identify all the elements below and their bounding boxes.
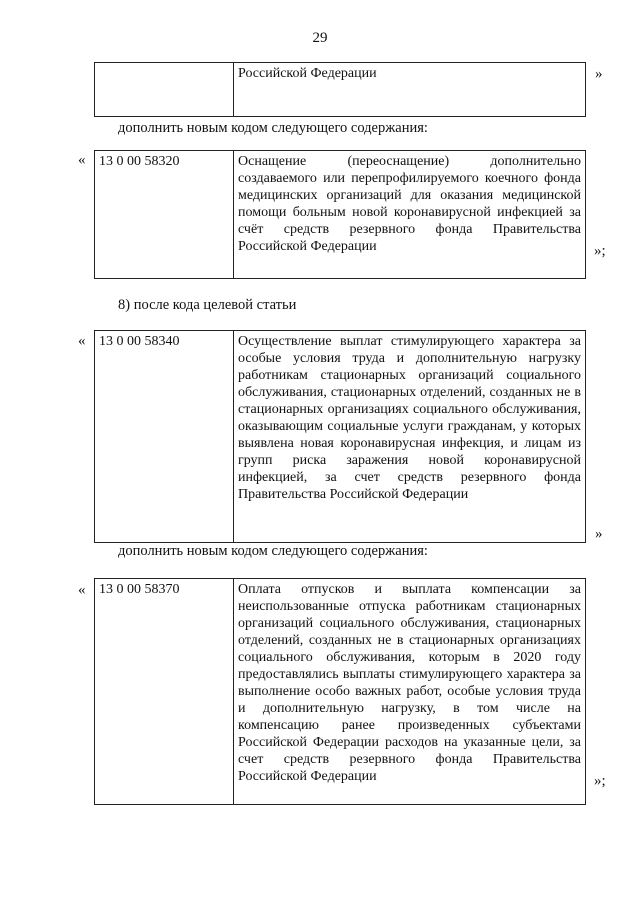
target-description: Оснащение (переоснащение) дополнительно создаваемого или перепрофилируемого коечного фонда медицинских организаций для оказания медицинской помощи больным новой коронавирусной инфекцией за счёт средств резервного фонда Правительства Российской Федерации bbox=[234, 151, 586, 279]
closing-quote: »; bbox=[594, 243, 606, 259]
code-cell-empty bbox=[95, 63, 234, 117]
table-code-58340 bbox=[94, 330, 586, 543]
paragraph-item-8: 8) после кода целевой статьи bbox=[118, 297, 297, 313]
target-description: Оплата отпусков и выплата компенсации за неиспользованные отпуска работникам стационарных организаций социального обслуживания, стационарных отделений, созданных не в стационарных организациях социального обслуживания, которым в 2020 году предоставлялись выплаты стимулирующего характера за выполнение особо важных работ, особые условия труда и дополнительную нагрузку, в том числе на компенсацию ранее произведенных субъектами Российской Федерации расходов на указанные цели, за счет средств резервного фонда Правительства Российской Федерации bbox=[234, 579, 586, 805]
table-code-58320 bbox=[94, 150, 586, 279]
table-continuation bbox=[94, 62, 586, 117]
closing-quote: »; bbox=[594, 773, 606, 789]
closing-quote: » bbox=[595, 526, 603, 542]
target-code: 13 0 00 58370 bbox=[95, 579, 234, 805]
page-number: 29 bbox=[312, 30, 328, 46]
description-cell: Российской Федерации bbox=[234, 63, 586, 117]
target-code: 13 0 00 58320 bbox=[95, 151, 234, 279]
target-code: 13 0 00 58340 bbox=[95, 331, 234, 543]
paragraph-add-code: дополнить новым кодом следующего содержания: bbox=[118, 120, 428, 136]
opening-quote: « bbox=[78, 333, 86, 349]
paragraph-add-code: дополнить новым кодом следующего содержания: bbox=[118, 543, 428, 559]
target-description: Осуществление выплат стимулирующего характера за особые условия труда и дополнительную нагрузку работникам стационарных организаций социального обслуживания, стационарных отделений, созданных не в стационарных организациях социального обслуживания, оказывающим социальные услуги гражданам, у которых выявлена новая коронавирусная инфекция, и лицам из групп риска заражения новой коронавирусной инфекцией, за счет средств резервного фонда Правительства Российской Федерации bbox=[234, 331, 586, 543]
opening-quote: « bbox=[78, 152, 86, 168]
table-code-58370 bbox=[94, 578, 586, 805]
closing-quote: » bbox=[595, 66, 603, 82]
opening-quote: « bbox=[78, 582, 86, 598]
